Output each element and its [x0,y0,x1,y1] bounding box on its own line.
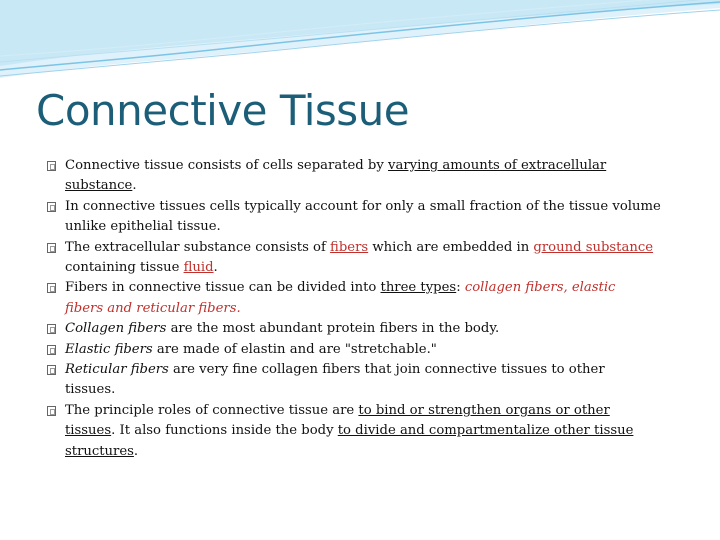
bullet-marker-icon [47,406,56,416]
bullet-marker-icon [47,365,56,375]
bullet-item [47,197,687,238]
bullet-text-run: . [133,443,139,459]
bullet-text-run: are very fine collagen fibers that join connective tissues to other tissues. [65,362,605,398]
bullet-item [47,401,687,462]
bullet-text-run: varying amounts of extracellular substance [65,158,607,194]
slide-title: Connective Tissue [36,86,410,135]
bullet-marker-icon [47,324,56,334]
bullet-marker-icon [47,345,56,355]
bullet-item [47,319,687,339]
bullet-list [47,156,687,462]
bullet-text-run: are the most abundant protein fibers in the body. [166,321,500,337]
bullet-text-run: In connective tissues cells typically account for only a small fraction of the tissue volume unlike epithelial tissue. [65,198,661,235]
bullet-text-run: three types [380,280,457,296]
bullet-text-run: Reticular fibers [65,362,169,378]
bullet-text-run: are made of elastin and are "stretchable." [152,341,437,357]
bullet-marker-icon [47,202,56,212]
bullet-text-run: . [132,178,137,194]
bullet-text-run: . It also functions inside the body [111,423,338,439]
bullet-text-run: to divide and compartmentalize other tissue structures [65,423,634,459]
bullet-text-run: fibers [330,239,369,255]
bullet-text-run: Elastic fibers [65,341,153,357]
bullet-marker-icon [47,243,56,253]
bullet-marker-icon [47,161,56,171]
bullet-text-run: Fibers in connective tissue can be divided into [65,280,381,296]
bullet-text-run: The principle roles of connective tissue are [65,402,359,418]
bullet-text-run: containing tissue [65,260,180,276]
bullet-item [47,278,687,319]
bullet-marker-icon [47,283,56,293]
bullet-item [47,238,687,279]
bullet-text-run: The extracellular substance consists of [65,239,331,255]
bullet-item [47,360,687,401]
bullet-text-run: Connective tissue consists of cells separated by [65,158,389,173]
bullet-text-run: ground substance [533,239,654,255]
bullet-text-run: to bind or strengthen organs or other tissues [65,402,610,439]
header-wave-decoration [0,0,720,90]
bullet-text-run: . [213,260,218,276]
bullet-text-run: collagen fibers, elastic fibers and reticular fibers. [65,280,616,316]
bullet-text-run: which are embedded in [368,239,534,255]
bullet-item [47,340,687,360]
bullet-text-run: fluid [183,260,214,276]
bullet-text-run: : [456,280,465,296]
bullet-item [47,156,687,197]
bullet-text-run: Collagen fibers [65,321,167,337]
